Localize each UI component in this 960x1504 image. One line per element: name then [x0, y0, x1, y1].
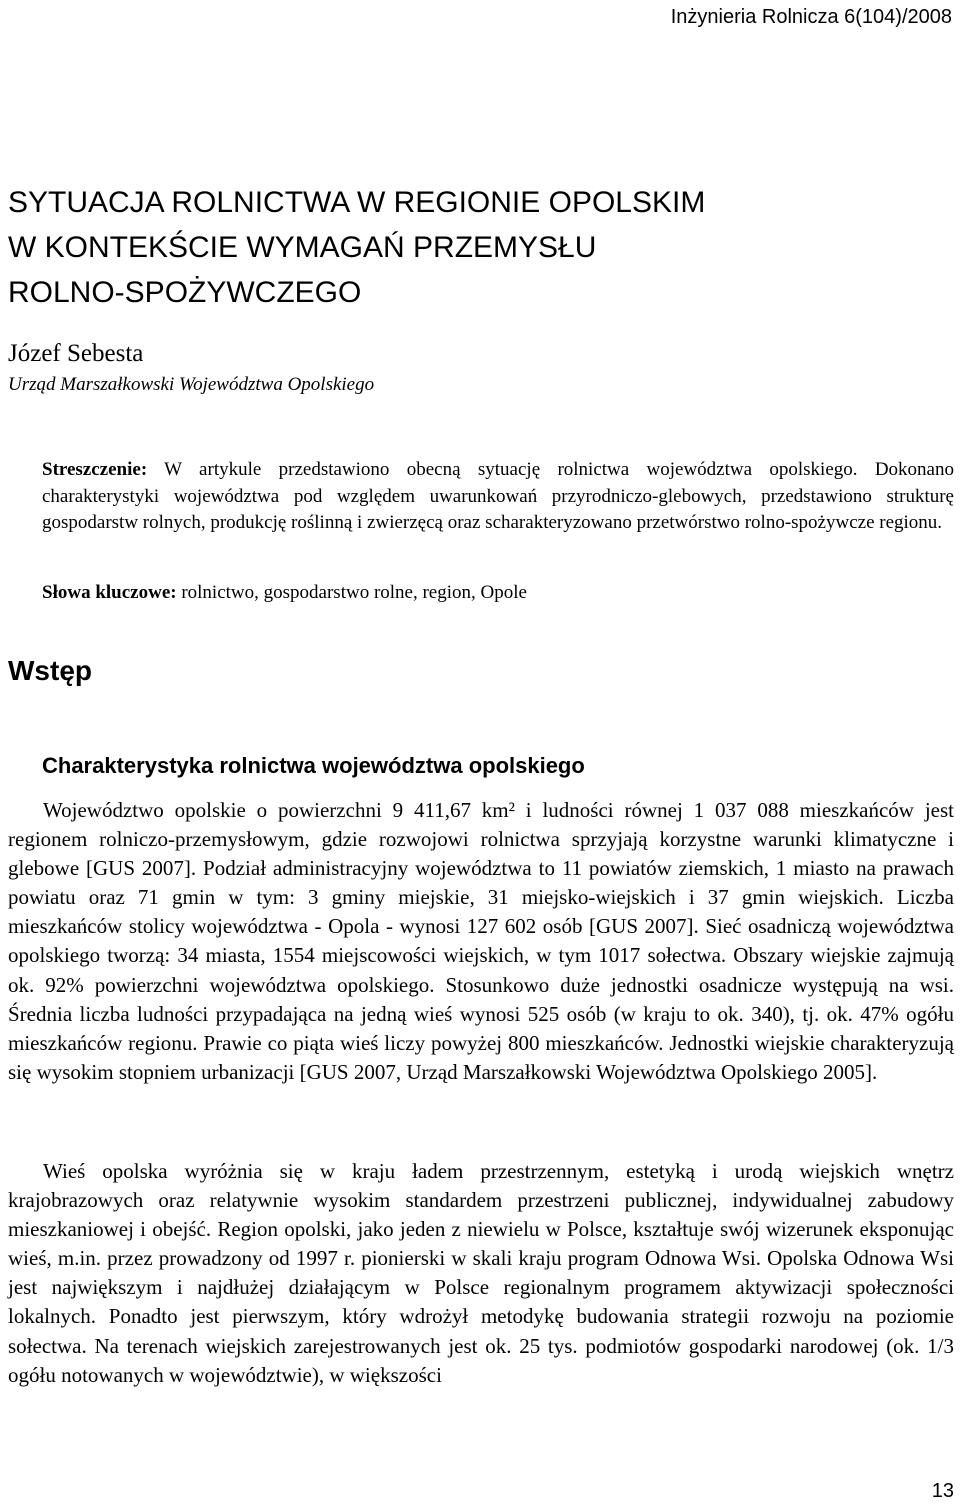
- title-line: ROLNO-SPOŻYWCZEGO: [8, 276, 362, 309]
- journal-running-head: Inżynieria Rolnicza 6(104)/2008: [670, 6, 952, 28]
- body-paragraph: Województwo opolskie o powierzchni 9 411,67 km² i ludności równej 1 037 088 mieszkańców jest regionem rolniczo-przemysłowym, gdzie rozwojowi rolnictwa sprzyjają korzystne warunki klimatyczne i glebowe [GUS 2007]. Podział administracyjny województwa to 11 powiatów ziemskich, 1 miasto na prawach powiatu oraz 71 gmin w tym: 3 gminy miejskie, 31 miejsko-wiejskich i 37 gmin wiejskich. Liczba mieszkańców stolicy województwa - Opola - wynosi 127 602 osób [GUS 2007]. Sieć osadniczą województwa opolskiego tworzą: 34 miasta, 1554 miejscowości wiejskich, w tym 1017 sołectwa. Obszary wiejskie zajmują ok. 92% powierzchni województwa opolskiego. Stosunkowo duże jednostki osadnicze występują na wsi. Średnia liczba ludności przypadająca na jedną wieś wynosi 525 osób (w kraju to ok. 340), tj. ok. 47% ogółu mieszkańców regionu. Prawie co piąta wieś liczy powyżej 800 mieszkańców. Jednostki wiejskie charakteryzują się wysokim stopniem urbanizacji [GUS 2007, Urząd Marszałkowski Województwa Opolskiego 2005].: [8, 798, 954, 1084]
- abstract: [42, 457, 954, 537]
- page-number: 13: [931, 1480, 954, 1502]
- abstract-text: W artykule przedstawiono obecną sytuację rolnictwa województwa opolskiego. Dokonano charakterystyki województwa pod względem uwarunkowań przyrodniczo-glebowych, przedstawiono strukturę gospodarstw rolnych, produkcję roślinną i zwierzęcą oraz scharakteryzowano przetwórstwo rolno-spożywcze regionu.: [42, 459, 954, 533]
- body-paragraph: Wieś opolska wyróżnia się w kraju ładem przestrzennym, estetyką i urodą wiejskich wnętrz krajobrazowych oraz relatywnie wysokim standardem przestrzeni publicznej, indywidualnej zabudowy mieszkaniowej i obejść. Region opolski, jako jeden z niewielu w Polsce, kształtuje swój wizerunek eksponując wieś, m.in. przez prowadzony od 1997 r. pionierski w skali kraju program Odnowa Wsi. Opolska Odnowa Wsi jest największym i najdłużej działającym w Polsce regionalnym programem aktywizacji społeczności lokalnych. Ponadto jest pierwszym, który wdrożył metodykę budowania strategii rozwoju na poziomie sołectwa. Na terenach wiejskich zarejestrowanych jest ok. 25 tys. podmiotów gospodarki narodowej (ok. 1/3 ogółu notowanych w województwie), w większości: [8, 1159, 954, 1387]
- keywords-label: Słowa kluczowe:: [42, 582, 177, 603]
- article-title: [8, 180, 948, 315]
- author-affiliation: Urząd Marszałkowski Województwa Opolskiego: [8, 374, 375, 395]
- title-line: W KONTEKŚCIE WYMAGAŃ PRZEMYSŁU: [8, 231, 597, 264]
- section-heading: Charakterystyka rolnictwa województwa opolskiego: [42, 753, 585, 778]
- keywords: [42, 580, 954, 607]
- title-line: SYTUACJA ROLNICTWA W REGIONIE OPOLSKIM: [8, 186, 706, 219]
- intro-heading: Wstęp: [8, 655, 92, 686]
- keywords-text: rolnictwo, gospodarstwo rolne, region, Opole: [181, 582, 527, 603]
- abstract-label: Streszczenie:: [42, 459, 148, 480]
- author-name: Józef Sebesta: [8, 340, 144, 367]
